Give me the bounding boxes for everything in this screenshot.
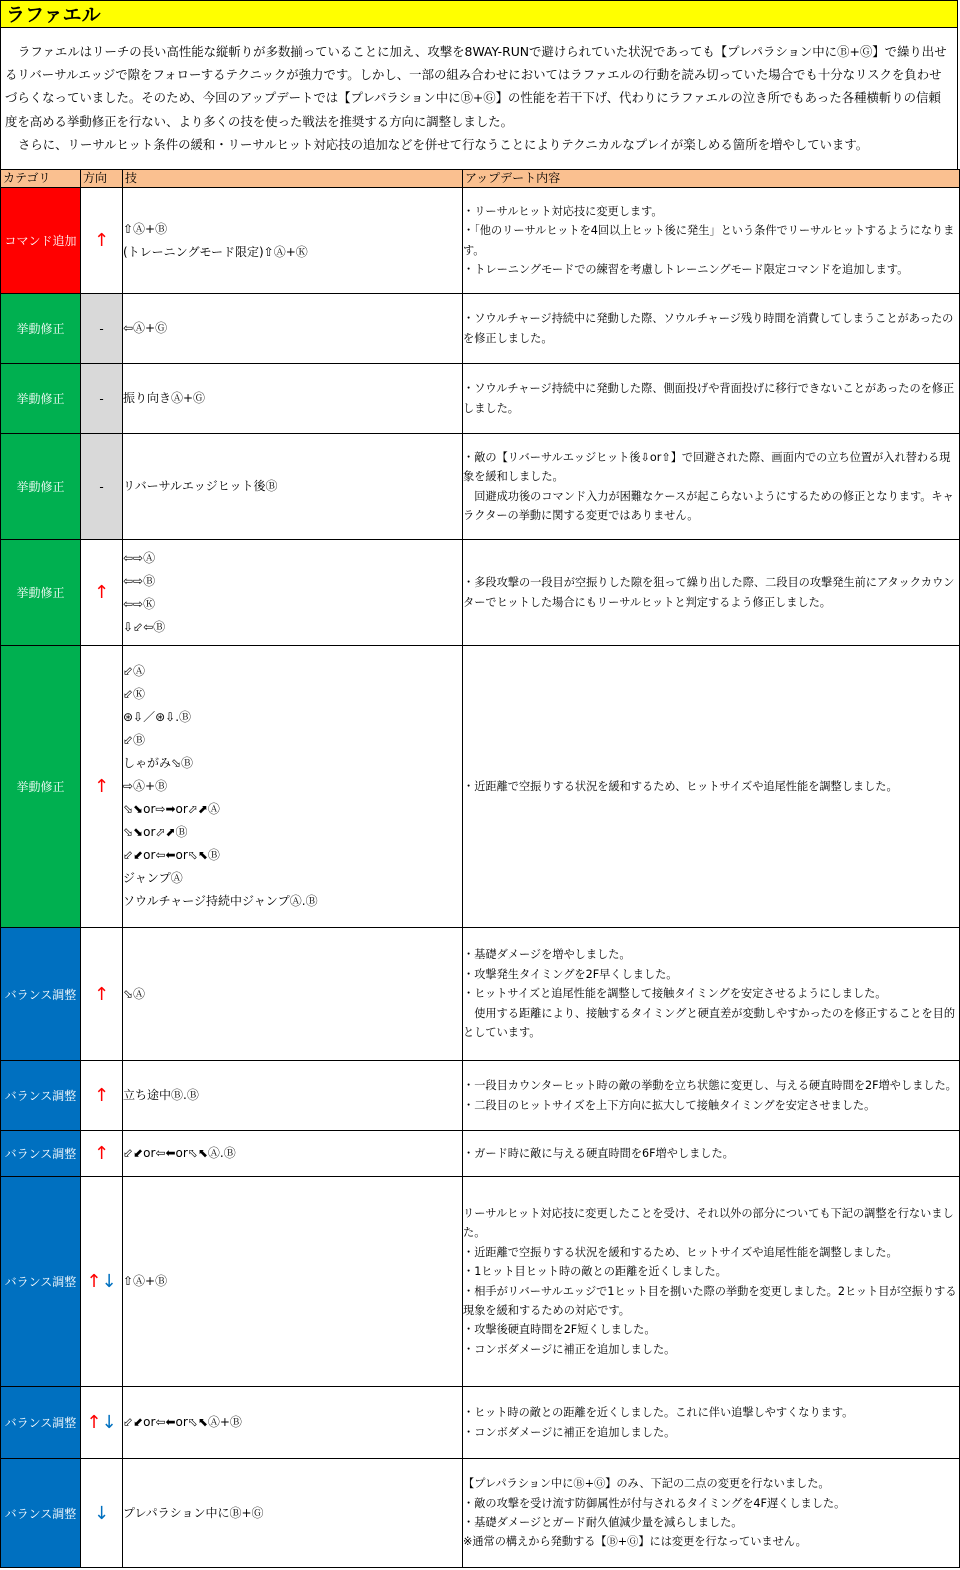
- category-cell: バランス調整: [1, 1177, 81, 1387]
- move-cell: [123, 1177, 463, 1387]
- update-line: ・二段目のヒットサイズを上下方向に拡大して接触タイミングを安定させました。: [463, 1098, 876, 1112]
- update-cell: [463, 188, 960, 294]
- move-command: ⬃Ⓐ: [123, 664, 146, 678]
- update-cell: [463, 294, 960, 364]
- direction-cell: -: [81, 294, 123, 364]
- move-command: ⇨Ⓐ+Ⓑ: [123, 779, 168, 793]
- category-cell: バランス調整: [1, 928, 81, 1061]
- update-cell: [463, 1131, 960, 1177]
- arrow-down-icon: ↓: [93, 1502, 110, 1524]
- category-cell: バランス調整: [1, 1459, 81, 1568]
- update-line: ・ヒット時の敵との距離を近くしました。これに伴い追撃しやすくなります。: [463, 1406, 854, 1420]
- move-command: ⇦⇨Ⓑ: [123, 573, 156, 588]
- update-cell: [463, 1387, 960, 1459]
- arrow-down-icon: ↓: [101, 1412, 117, 1433]
- move-command: ⬂⬊or⬀⬈Ⓑ: [123, 825, 188, 839]
- move-command: ⇦⇨Ⓚ: [123, 596, 156, 611]
- arrow-up-icon: ↑: [93, 230, 110, 251]
- table-header-row: [1, 170, 960, 188]
- update-cell: [463, 1061, 960, 1131]
- intro-paragraph: さらに、リーサルヒット条件の緩和・リーサルヒット対応技の追加などを併せて行なうことによりテクニカルなプレイが楽しめる箇所を増やしています。: [18, 136, 869, 152]
- update-line: ・1ヒット目ヒット時の敵との距離を近くしました。: [463, 1265, 727, 1279]
- update-line: ・相手がリバーサルエッジで1ヒット目を捌いた際の挙動を変更しました。2ヒット目が空振りする現象を緩和するための対応です。: [463, 1284, 957, 1317]
- table-row: [1, 1061, 960, 1131]
- table-row: [1, 188, 960, 294]
- move-command: ソウルチャージ持続中ジャンプⒶ.Ⓑ: [123, 894, 318, 908]
- move-command: ⬃Ⓑ: [123, 733, 146, 747]
- update-line: ・敵の攻撃を受け流す防御属性が付与されるタイミングを4F遅くしました。: [463, 1496, 846, 1510]
- intro-paragraph: ラファエルはリーチの長い高性能な縦斬りが多数揃っていることに加え、攻撃を8WAY-RUNで避けられていた状況であっても【プレパラション中にⒷ+Ⓖ】で繰り出せるリバーサルエッジで隙をフォローするテクニックが強力です。しかし、一部の組み合わせにおいてはラファエルの行動を読み切っていた場合でも十分なリスクを負わせづらくなっていました。そのため、今回のアップデートでは【プレパラション中にⒷ+Ⓖ】の性能を若干下げ、代わりにラファエルの泣き所でもあった各種横斬りの信頼度を高める挙動修正を行ない、より多くの技を使った戦法を推奨する方向に調整しました。: [5, 44, 947, 129]
- direction-cell: [81, 928, 123, 1061]
- move-command: ⬃⬋or⇦⬅or⬁⬉Ⓐ.Ⓑ: [123, 1146, 236, 1160]
- header-direction: 方向: [81, 170, 123, 188]
- update-cell: [463, 434, 960, 540]
- update-line: ・攻撃後硬直時間を2F短くしました。: [463, 1323, 656, 1337]
- update-line: 回避成功後のコマンド入力が困難なケースが起こらないようにするための修正となります。キャラクターの挙動に関する変更ではありません。: [463, 489, 954, 522]
- table-row: [1, 1131, 960, 1177]
- update-line: ・「他のリーサルヒットを4回以上ヒット後に発生」という条件でリーサルヒットするようになります。: [463, 224, 955, 257]
- direction-cell: [81, 188, 123, 294]
- update-line: ・ソウルチャージ持続中に発動した際、ソウルチャージ残り時間を消費してしまうことがあったのを修正しました。: [463, 312, 954, 345]
- move-command: ジャンプⒶ: [123, 871, 183, 885]
- update-line: ・ソウルチャージ持続中に発動した際、側面投げや背面投げに移行できないことがあったのを修正しました。: [463, 382, 955, 415]
- direction-cell: -: [81, 434, 123, 540]
- update-line: ・ヒットサイズと追尾性能を調整して接触タイミングを安定させるようにしました。: [463, 987, 887, 1001]
- character-title: ラファエル: [0, 0, 958, 28]
- update-cell: [463, 1459, 960, 1568]
- update-line: ・基礎ダメージとガード耐久値減少量を減らしました。: [463, 1516, 743, 1529]
- direction-cell: [81, 646, 123, 928]
- update-line: ・近距離で空振りする状況を緩和するため、ヒットサイズや追尾性能を調整しました。: [463, 1245, 898, 1259]
- update-cell: [463, 364, 960, 434]
- arrow-up-icon: ↑: [93, 1143, 110, 1164]
- move-command: ⇦⇨Ⓐ: [123, 550, 156, 565]
- direction-cell: [81, 540, 123, 646]
- table-body: [1, 188, 960, 1568]
- direction-cell: [81, 1061, 123, 1131]
- direction-cell: -: [81, 364, 123, 434]
- update-line: ・トレーニングモードでの練習を考慮しトレーニングモード限定コマンドを追加します。: [463, 262, 909, 276]
- table-row: [1, 434, 960, 540]
- update-line: ・多段攻撃の一段目が空振りした隙を狙って繰り出した際、二段目の攻撃発生前にアタックカウンターでヒットした場合にもリーサルヒットと判定するよう修正しました。: [463, 576, 955, 609]
- update-line: ・攻撃発生タイミングを2F早くしました。: [463, 967, 678, 981]
- move-command: ⇧Ⓐ+Ⓑ: [123, 1274, 168, 1288]
- header-update: アップデート内容: [463, 170, 960, 188]
- table-row: [1, 928, 960, 1061]
- category-cell: 挙動修正: [1, 434, 81, 540]
- arrow-down-icon: ↓: [101, 1271, 117, 1292]
- update-line: 【プレパラション中にⒷ+Ⓖ】のみ、下記の二点の変更を行ないました。: [463, 1477, 830, 1491]
- update-line: ・リーサルヒット対応技に変更します。: [463, 204, 663, 218]
- arrow-up-icon: ↑: [93, 582, 110, 603]
- update-line: 使用する距離により、接触するタイミングと硬直差が変動しやすかったのを修正することを目的としています。: [463, 1006, 956, 1040]
- category-cell: 挙動修正: [1, 540, 81, 646]
- arrow-up-icon: ↑: [93, 983, 110, 1005]
- update-line: ・敵の【リバーサルエッジヒット後⇩or⇧】で回避された際、画面内での立ち位置が入れ替わる現象を緩和しました。: [463, 450, 951, 484]
- arrow-up-icon: ↑: [93, 776, 110, 797]
- move-cell: [123, 646, 463, 928]
- direction-cell: [81, 1387, 123, 1459]
- move-cell: [123, 1131, 463, 1177]
- move-command: ⇧Ⓐ+Ⓑ: [123, 221, 168, 236]
- category-cell: 挙動修正: [1, 646, 81, 928]
- update-line: ・ガード時に敵に与える硬直時間を6F増やしました。: [463, 1146, 734, 1160]
- table-row: [1, 1387, 960, 1459]
- move-cell: [123, 928, 463, 1061]
- arrow-up-icon: ↑: [86, 1412, 102, 1433]
- direction-cell: [81, 1459, 123, 1568]
- move-command: ⬂⬊or⇨➡or⬀⬈Ⓐ: [123, 802, 220, 816]
- update-line: ・近距離で空振りする状況を緩和するため、ヒットサイズや追尾性能を調整しました。: [463, 779, 898, 793]
- table-row: [1, 364, 960, 434]
- update-cell: [463, 1177, 960, 1387]
- update-line: ・基礎ダメージを増やしました。: [463, 948, 631, 962]
- table-row: [1, 540, 960, 646]
- update-line: ・コンボダメージに補正を追加しました。: [463, 1425, 676, 1439]
- move-command: リバーサルエッジヒット後Ⓑ: [123, 479, 278, 493]
- move-command: ⊛⇩／⊛⇩.Ⓑ: [123, 710, 192, 724]
- update-cell: [463, 646, 960, 928]
- table-row: [1, 1459, 960, 1568]
- intro-section: [0, 28, 958, 170]
- move-cell: [123, 540, 463, 646]
- update-line: ※通常の構えから発動する【Ⓑ+Ⓖ】には変更を行なっていません。: [463, 1535, 807, 1549]
- move-command: ⬃⬋or⇦⬅or⬁⬉Ⓑ: [123, 848, 220, 862]
- table-row: [1, 646, 960, 928]
- move-command: ⬂Ⓐ: [123, 986, 146, 1001]
- category-cell: バランス調整: [1, 1061, 81, 1131]
- category-cell: 挙動修正: [1, 294, 81, 364]
- move-cell: [123, 1459, 463, 1568]
- move-command: しゃがみ⬂Ⓑ: [123, 756, 194, 770]
- move-command: ⬃⬋or⇦⬅or⬁⬉Ⓐ+Ⓑ: [123, 1415, 242, 1429]
- header-move: 技: [123, 170, 463, 188]
- move-command: ⇩⬃⇦Ⓑ: [123, 619, 166, 634]
- category-cell: バランス調整: [1, 1131, 81, 1177]
- update-cell: [463, 928, 960, 1061]
- move-cell: [123, 364, 463, 434]
- patch-table: [0, 169, 960, 1568]
- move-command: ⬃Ⓚ: [123, 687, 146, 701]
- move-cell: [123, 188, 463, 294]
- category-cell: バランス調整: [1, 1387, 81, 1459]
- move-command: 振り向きⒶ+Ⓖ: [123, 391, 206, 405]
- update-line: リーサルヒット対応技に変更したことを受け、それ以外の部分についても下記の調整を行ないました。: [463, 1206, 954, 1240]
- move-command: (トレーニングモード限定)⇧Ⓐ+Ⓚ: [123, 244, 308, 259]
- table-row: [1, 1177, 960, 1387]
- direction-cell: [81, 1131, 123, 1177]
- move-command: ⇦Ⓐ+Ⓖ: [123, 321, 168, 335]
- move-cell: [123, 1061, 463, 1131]
- update-line: ・一段目カウンターヒット時の敵の挙動を立ち状態に変更し、与える硬直時間を2F増やしました。: [463, 1079, 957, 1093]
- category-cell: コマンド追加: [1, 188, 81, 294]
- arrow-up-icon: ↑: [86, 1271, 102, 1292]
- move-cell: [123, 434, 463, 540]
- header-category: カテゴリ: [1, 170, 81, 188]
- table-row: [1, 294, 960, 364]
- update-line: ・コンボダメージに補正を追加しました。: [463, 1342, 676, 1356]
- move-cell: [123, 1387, 463, 1459]
- category-cell: 挙動修正: [1, 364, 81, 434]
- arrow-up-icon: ↑: [93, 1085, 110, 1106]
- move-cell: [123, 294, 463, 364]
- move-command: プレパラション中にⒷ+Ⓖ: [123, 1505, 264, 1520]
- direction-cell: [81, 1177, 123, 1387]
- move-command: 立ち途中Ⓑ.Ⓑ: [123, 1088, 199, 1102]
- update-cell: [463, 540, 960, 646]
